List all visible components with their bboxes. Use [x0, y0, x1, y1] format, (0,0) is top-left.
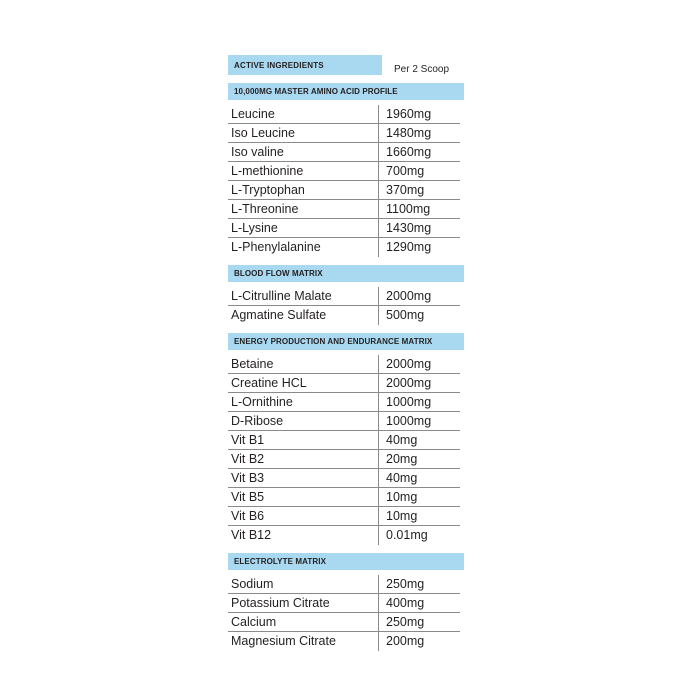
ingredient-name: Creatine HCL	[231, 376, 307, 390]
ingredient-amount: 20mg	[378, 450, 460, 468]
ingredient-name: L-Threonine	[231, 202, 299, 216]
ingredient-amount: 1100mg	[378, 200, 460, 218]
ingredient-name: L-Ornithine	[231, 395, 293, 409]
ingredient-row	[228, 594, 460, 613]
ingredient-name: Vit B1	[231, 433, 265, 447]
ingredient-amount: 10mg	[378, 507, 460, 525]
ingredient-name: Vit B5	[231, 490, 265, 504]
ingredient-name: L-Lysine	[231, 221, 278, 235]
header-row	[228, 55, 464, 75]
ingredients-panel	[228, 55, 464, 659]
ingredient-name: L-Citrulline Malate	[231, 289, 332, 303]
ingredient-row	[228, 488, 460, 507]
ingredient-row	[228, 105, 460, 124]
ingredient-row	[228, 200, 460, 219]
ingredient-amount: 2000mg	[378, 374, 460, 392]
active-ingredients-header: ACTIVE INGREDIENTS	[228, 55, 382, 75]
ingredient-name: Vit B12	[231, 528, 272, 542]
ingredient-amount: 370mg	[378, 181, 460, 199]
ingredient-row	[228, 219, 460, 238]
ingredient-amount: 1480mg	[378, 124, 460, 142]
ingredient-name: Magnesium Citrate	[231, 634, 336, 648]
ingredient-list	[228, 575, 464, 651]
ingredient-amount: 400mg	[378, 594, 460, 612]
ingredient-name: Potassium Citrate	[231, 596, 330, 610]
ingredient-row	[228, 450, 460, 469]
section-header: 10,000MG MASTER AMINO ACID PROFILE	[228, 83, 464, 100]
ingredient-amount: 500mg	[378, 306, 460, 325]
ingredient-name: Iso Leucine	[231, 126, 295, 140]
section-header: BLOOD FLOW MATRIX	[228, 265, 464, 282]
ingredient-row	[228, 162, 460, 181]
ingredient-name: Agmatine Sulfate	[231, 308, 327, 322]
ingredient-name: L-methionine	[231, 164, 304, 178]
ingredient-name: L-Phenylalanine	[231, 240, 321, 254]
section-header: ELECTROLYTE MATRIX	[228, 553, 464, 570]
section-header: ENERGY PRODUCTION AND ENDURANCE MATRIX	[228, 333, 464, 350]
ingredient-row	[228, 575, 460, 594]
ingredient-amount: 250mg	[378, 575, 460, 593]
ingredient-row	[228, 238, 460, 257]
ingredient-row	[228, 287, 460, 306]
ingredient-row	[228, 412, 460, 431]
ingredient-name: Iso valine	[231, 145, 284, 159]
ingredient-name: Vit B6	[231, 509, 265, 523]
ingredient-list	[228, 287, 464, 325]
ingredient-name: Betaine	[231, 357, 274, 371]
ingredient-name: Vit B2	[231, 452, 265, 466]
ingredient-amount: 1660mg	[378, 143, 460, 161]
ingredient-amount: 1960mg	[378, 105, 460, 123]
ingredient-row	[228, 431, 460, 450]
ingredient-name: Vit B3	[231, 471, 265, 485]
ingredient-row	[228, 181, 460, 200]
ingredient-list	[228, 355, 464, 545]
ingredient-name: Calcium	[231, 615, 277, 629]
ingredient-amount: 40mg	[378, 469, 460, 487]
ingredient-amount: 40mg	[378, 431, 460, 449]
ingredient-row	[228, 306, 460, 325]
ingredient-row	[228, 469, 460, 488]
ingredient-amount: 700mg	[378, 162, 460, 180]
ingredient-amount: 10mg	[378, 488, 460, 506]
ingredient-amount: 2000mg	[378, 355, 460, 373]
ingredient-amount: 1430mg	[378, 219, 460, 237]
ingredient-amount: 1290mg	[378, 238, 460, 257]
ingredient-row	[228, 374, 460, 393]
ingredient-row	[228, 355, 460, 374]
ingredient-row	[228, 613, 460, 632]
ingredient-row	[228, 632, 460, 651]
ingredient-list	[228, 105, 464, 257]
serving-size-label: Per 2 Scoop	[394, 64, 450, 75]
ingredient-name: D-Ribose	[231, 414, 284, 428]
ingredient-row	[228, 143, 460, 162]
ingredient-amount: 250mg	[378, 613, 460, 631]
sections-container	[228, 83, 464, 651]
ingredient-name: Leucine	[231, 107, 275, 121]
ingredient-amount: 200mg	[378, 632, 460, 651]
ingredient-amount: 1000mg	[378, 412, 460, 430]
ingredient-row	[228, 393, 460, 412]
ingredient-row	[228, 526, 460, 545]
ingredient-row	[228, 507, 460, 526]
ingredient-amount: 1000mg	[378, 393, 460, 411]
ingredient-name: Sodium	[231, 577, 274, 591]
ingredient-name: L-Tryptophan	[231, 183, 305, 197]
ingredient-row	[228, 124, 460, 143]
ingredient-amount: 0.01mg	[378, 526, 460, 545]
ingredient-amount: 2000mg	[378, 287, 460, 305]
